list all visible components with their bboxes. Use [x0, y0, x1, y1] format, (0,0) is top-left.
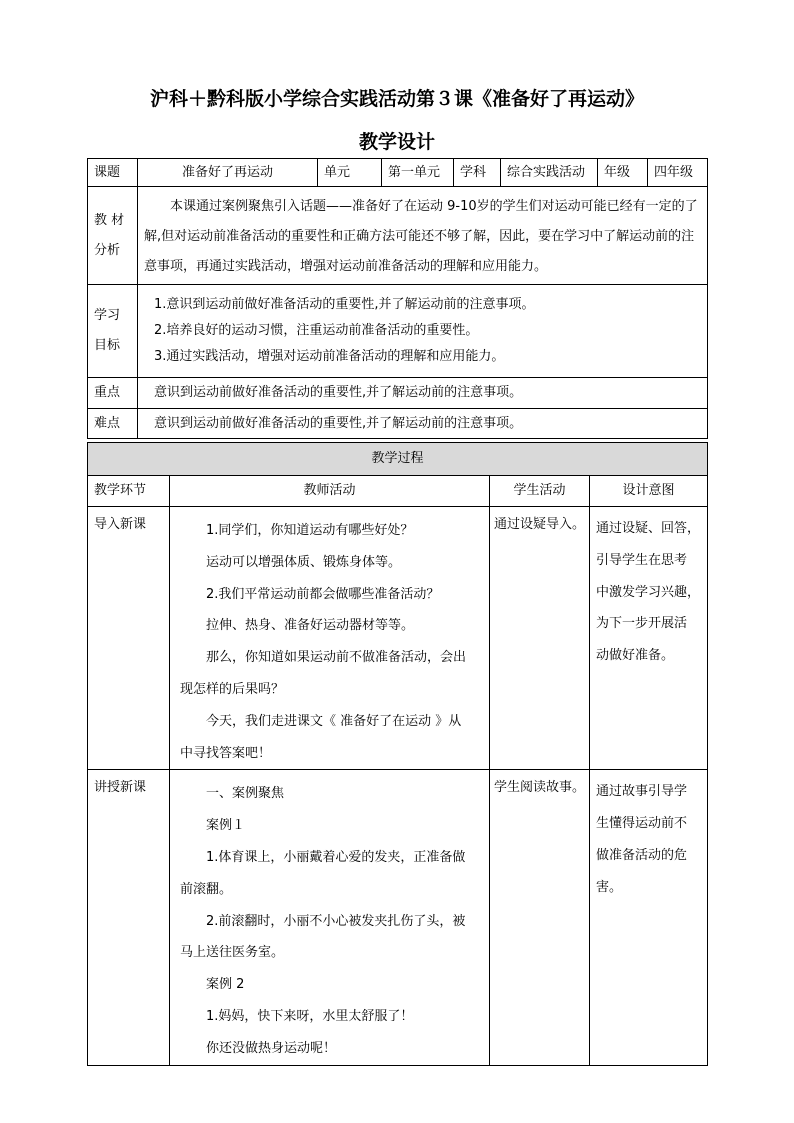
student-activity: 通过设疑导入。 [490, 507, 590, 770]
process-row-intro [88, 507, 708, 770]
unit-value: 第一单元 [382, 159, 454, 187]
lesson-info-table [87, 158, 708, 439]
analysis-row [88, 187, 708, 285]
goals-label: 学习 目标 [88, 285, 138, 378]
process-header-row [88, 443, 708, 476]
stage-cell: 讲授新课 [88, 770, 170, 1065]
design-intent: 通过故事引导学 生懂得运动前不 做准备活动的危 害。 [590, 770, 708, 1065]
subject-value: 综合实践活动 [501, 159, 598, 187]
goal-item: 3.通过实践活动，增强对运动前准备活动的理解和应用能力。 [154, 349, 505, 364]
teacher-activity: 一、案例聚焦 案例１ 1.体育课上，小丽戴着心爱的发夹，正准备做 前滚翻。 2.前滚翻时，小丽不小心被发夹扎伤了头，被 马上送往医务室。 案例 2 1.妈妈，快下来呀，水里太舒服了！ 你还没做热身运动呢！ [170, 770, 490, 1065]
key-label: 重点 [88, 378, 138, 409]
process-columns-row [88, 476, 708, 507]
teacher-activity: 1.同学们，你知道运动有哪些好处？ 运动可以增强体质、锻炼身体等。 2.我们平常运动前都会做哪些准备活动？ 拉伸、热身、准备好运动器材等等。 那么，你知道如果运动前不做准备活动，会出 现怎样的后果吗？ 今天，我们走进课文《 准备好了在运动 》从 中寻找答案吧！ [170, 507, 490, 770]
process-header: 教学过程 [88, 443, 708, 476]
unit-label: 单元 [318, 159, 382, 187]
goal-item: 1.意识到运动前做好准备活动的重要性,并了解运动前的注意事项。 [154, 297, 535, 312]
analysis-text: 本课通过案例聚焦引入话题——准备好了在运动 9-10岁的学生们对运动可能已经有一定的了解,但对运动前准备活动的重要性和正确方法可能还不够了解，因此，要在学习中了解运动前的注意事项，再通过实践活动，增强对运动前准备活动的理解和应用能力。 [138, 187, 708, 285]
difficulty-label: 难点 [88, 409, 138, 439]
grade-label: 年级 [598, 159, 648, 187]
goals-list [138, 285, 708, 378]
document-title: 沪科＋黔科版小学综合实践活动第３课《准备好了再运动》 [149, 88, 644, 110]
info-row [88, 159, 708, 187]
topic-value: 准备好了再运动 [138, 159, 318, 187]
grade-value: 四年级 [648, 159, 708, 187]
difficulty-row [88, 409, 708, 439]
subject-label: 学科 [454, 159, 501, 187]
column-header: 教学环节 [88, 476, 170, 507]
column-header: 教师活动 [170, 476, 490, 507]
analysis-label: 教 材 分析 [88, 187, 138, 285]
document-subtitle: 教学设计 [358, 131, 435, 153]
column-header: 设计意图 [590, 476, 708, 507]
goal-item: 2.培养良好的运动习惯，注重运动前准备活动的重要性。 [154, 323, 479, 338]
process-row-new-lesson [88, 770, 708, 1065]
design-intent: 通过设疑、回答， 引导学生在思考 中激发学习兴趣， 为下一步开展活 动做好准备。 [590, 507, 708, 770]
student-activity: 学生阅读故事。 [490, 770, 590, 1065]
difficulty-text: 意识到运动前做好准备活动的重要性,并了解运动前的注意事项。 [138, 409, 708, 439]
key-row [88, 378, 708, 409]
topic-label: 课题 [88, 159, 138, 187]
column-header: 学生活动 [490, 476, 590, 507]
teaching-process-table [87, 442, 708, 1066]
key-text: 意识到运动前做好准备活动的重要性,并了解运动前的注意事项。 [138, 378, 708, 409]
goals-row [88, 285, 708, 378]
stage-cell: 导入新课 [88, 507, 170, 770]
